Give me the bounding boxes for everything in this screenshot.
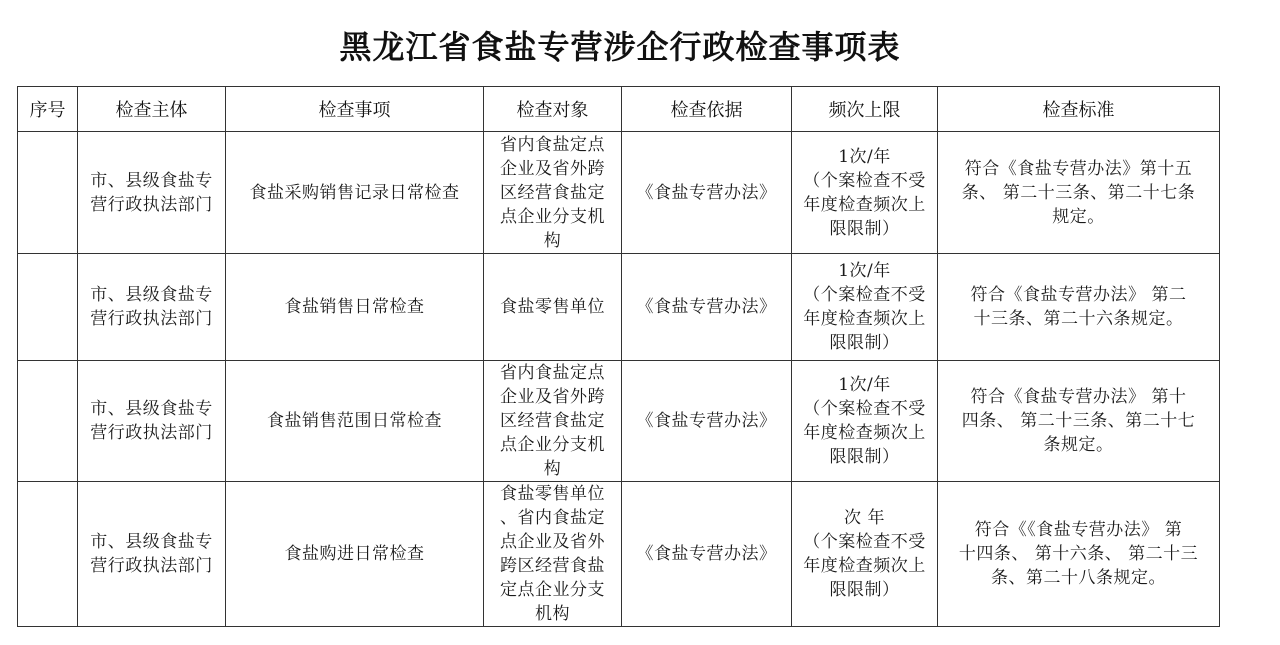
cell-standard: 符合《食盐专营办法》第十五 条、 第二十三条、第二十七条 规定。	[938, 132, 1220, 254]
cell-standard: 符合《食盐专营办法》 第十 四条、 第二十三条、第二十七 条规定。	[938, 361, 1220, 482]
cell-subject: 市、县级食盐专 营行政执法部门	[78, 482, 226, 627]
cell-basis: 《食盐专营办法》	[622, 361, 792, 482]
cell-item: 食盐销售日常检查	[226, 254, 484, 361]
cell-item: 食盐购进日常检查	[226, 482, 484, 627]
header-item: 检查事项	[226, 87, 484, 132]
cell-frequency: 1次/年 （个案检查不受 年度检查频次上 限限制）	[792, 361, 938, 482]
cell-target: 省内食盐定点 企业及省外跨 区经营食盐定 点企业分支机 构	[484, 132, 622, 254]
table-row	[18, 482, 1220, 627]
table-row	[18, 132, 1220, 254]
header-seq: 序号	[18, 87, 78, 132]
cell-basis: 《食盐专营办法》	[622, 482, 792, 627]
header-subject: 检查主体	[78, 87, 226, 132]
cell-target: 食盐零售单位	[484, 254, 622, 361]
header-basis: 检查依据	[622, 87, 792, 132]
cell-basis: 《食盐专营办法》	[622, 254, 792, 361]
header-row	[18, 87, 1220, 132]
cell-subject: 市、县级食盐专 营行政执法部门	[78, 361, 226, 482]
cell-seq	[18, 254, 78, 361]
cell-target: 省内食盐定点 企业及省外跨 区经营食盐定 点企业分支机 构	[484, 361, 622, 482]
cell-target: 食盐零售单位 、省内食盐定 点企业及省外 跨区经营食盐 定点企业分支 机构	[484, 482, 622, 627]
cell-frequency: 1次/年 （个案检查不受 年度检查频次上 限限制）	[792, 254, 938, 361]
cell-subject: 市、县级食盐专 营行政执法部门	[78, 254, 226, 361]
inspection-table	[17, 86, 1220, 627]
cell-frequency: 次 年 （个案检查不受 年度检查频次上 限限制）	[792, 482, 938, 627]
cell-standard: 符合《食盐专营办法》 第二 十三条、第二十六条规定。	[938, 254, 1220, 361]
header-frequency: 频次上限	[792, 87, 938, 132]
cell-seq	[18, 361, 78, 482]
cell-subject: 市、县级食盐专 营行政执法部门	[78, 132, 226, 254]
table-row	[18, 254, 1220, 361]
header-standard: 检查标准	[938, 87, 1220, 132]
cell-seq	[18, 482, 78, 627]
cell-seq	[18, 132, 78, 254]
cell-standard: 符合《《食盐专营办法》 第 十四条、 第十六条、 第二十三 条、第二十八条规定。	[938, 482, 1220, 627]
header-target: 检查对象	[484, 87, 622, 132]
cell-item: 食盐销售范围日常检查	[226, 361, 484, 482]
cell-item: 食盐采购销售记录日常检查	[226, 132, 484, 254]
cell-basis: 《食盐专营办法》	[622, 132, 792, 254]
cell-frequency: 1次/年 （个案检查不受 年度检查频次上 限限制）	[792, 132, 938, 254]
table-row	[18, 361, 1220, 482]
page-title: 黑龙江省食盐专营涉企行政检查事项表	[339, 28, 901, 66]
